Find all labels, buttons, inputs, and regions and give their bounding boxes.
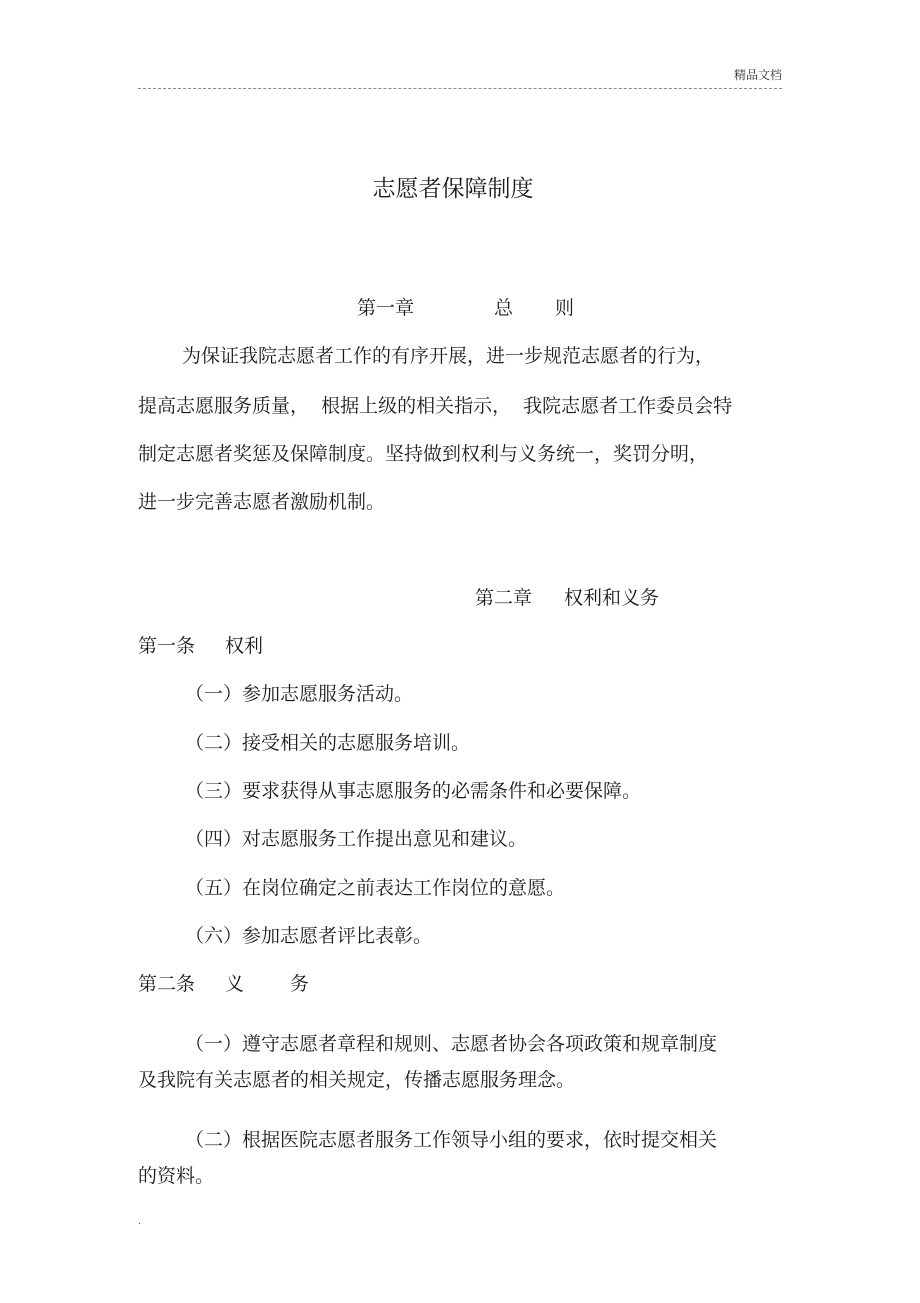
chapter1-paragraph-line: 制定志愿者奖惩及保障制度。坚持做到权利与义务统一，奖罚分明， — [138, 443, 709, 465]
article2-item-continuation: 及我院有关志愿者的相关规定，传播志愿服务理念。 — [138, 1069, 576, 1091]
chapter1-paragraph-line: 提高志愿服务质量， 根据上级的相关指示， 我院志愿者工作委员会特 — [138, 395, 733, 417]
article1-title: 权利 — [225, 635, 264, 657]
chapter1-number: 第一章 — [357, 297, 415, 319]
chapter2-name: 权利和义务 — [564, 587, 660, 609]
article1-item: （六）参加志愿者评比表彰。 — [185, 925, 433, 947]
document-title: 志愿者保障制度 — [372, 176, 534, 202]
chapter2-number: 第二章 — [475, 587, 533, 609]
chapter1-paragraph-line: 为保证我院志愿者工作的有序开展，进一步规范志愿者的行为， — [182, 345, 715, 367]
article1-item: （四）对志愿服务工作提出意见和建议。 — [185, 828, 528, 850]
article2-item-continuation: 的资料。 — [138, 1165, 215, 1187]
article2-item-first-line: （二）根据医院志愿者服务工作领导小组的要求，依时提交相关 — [185, 1129, 718, 1151]
article1-item: （二）接受相关的志愿服务培训。 — [185, 732, 471, 754]
article2-item-first-line: （一）遵守志愿者章程和规则、志愿者协会各项政策和规章制度 — [185, 1033, 718, 1055]
article1-item: （三）要求获得从事志愿服务的必需条件和必要保障。 — [185, 780, 642, 802]
chapter1-paragraph-line: 进一步完善志愿者激励机制。 — [138, 491, 386, 513]
chapter1-name: 总 则 — [494, 297, 593, 319]
article2-title: 义 务 — [225, 973, 330, 995]
header-divider — [138, 88, 782, 89]
article2-number: 第二条 — [138, 973, 196, 995]
header-label: 精品文档 — [733, 68, 782, 82]
article1-number: 第一条 — [138, 635, 196, 657]
article1-item: （一）参加志愿服务活动。 — [185, 683, 414, 705]
footer-mark: . — [138, 1216, 142, 1227]
article1-item: （五）在岗位确定之前表达工作岗位的意愿。 — [185, 877, 566, 899]
